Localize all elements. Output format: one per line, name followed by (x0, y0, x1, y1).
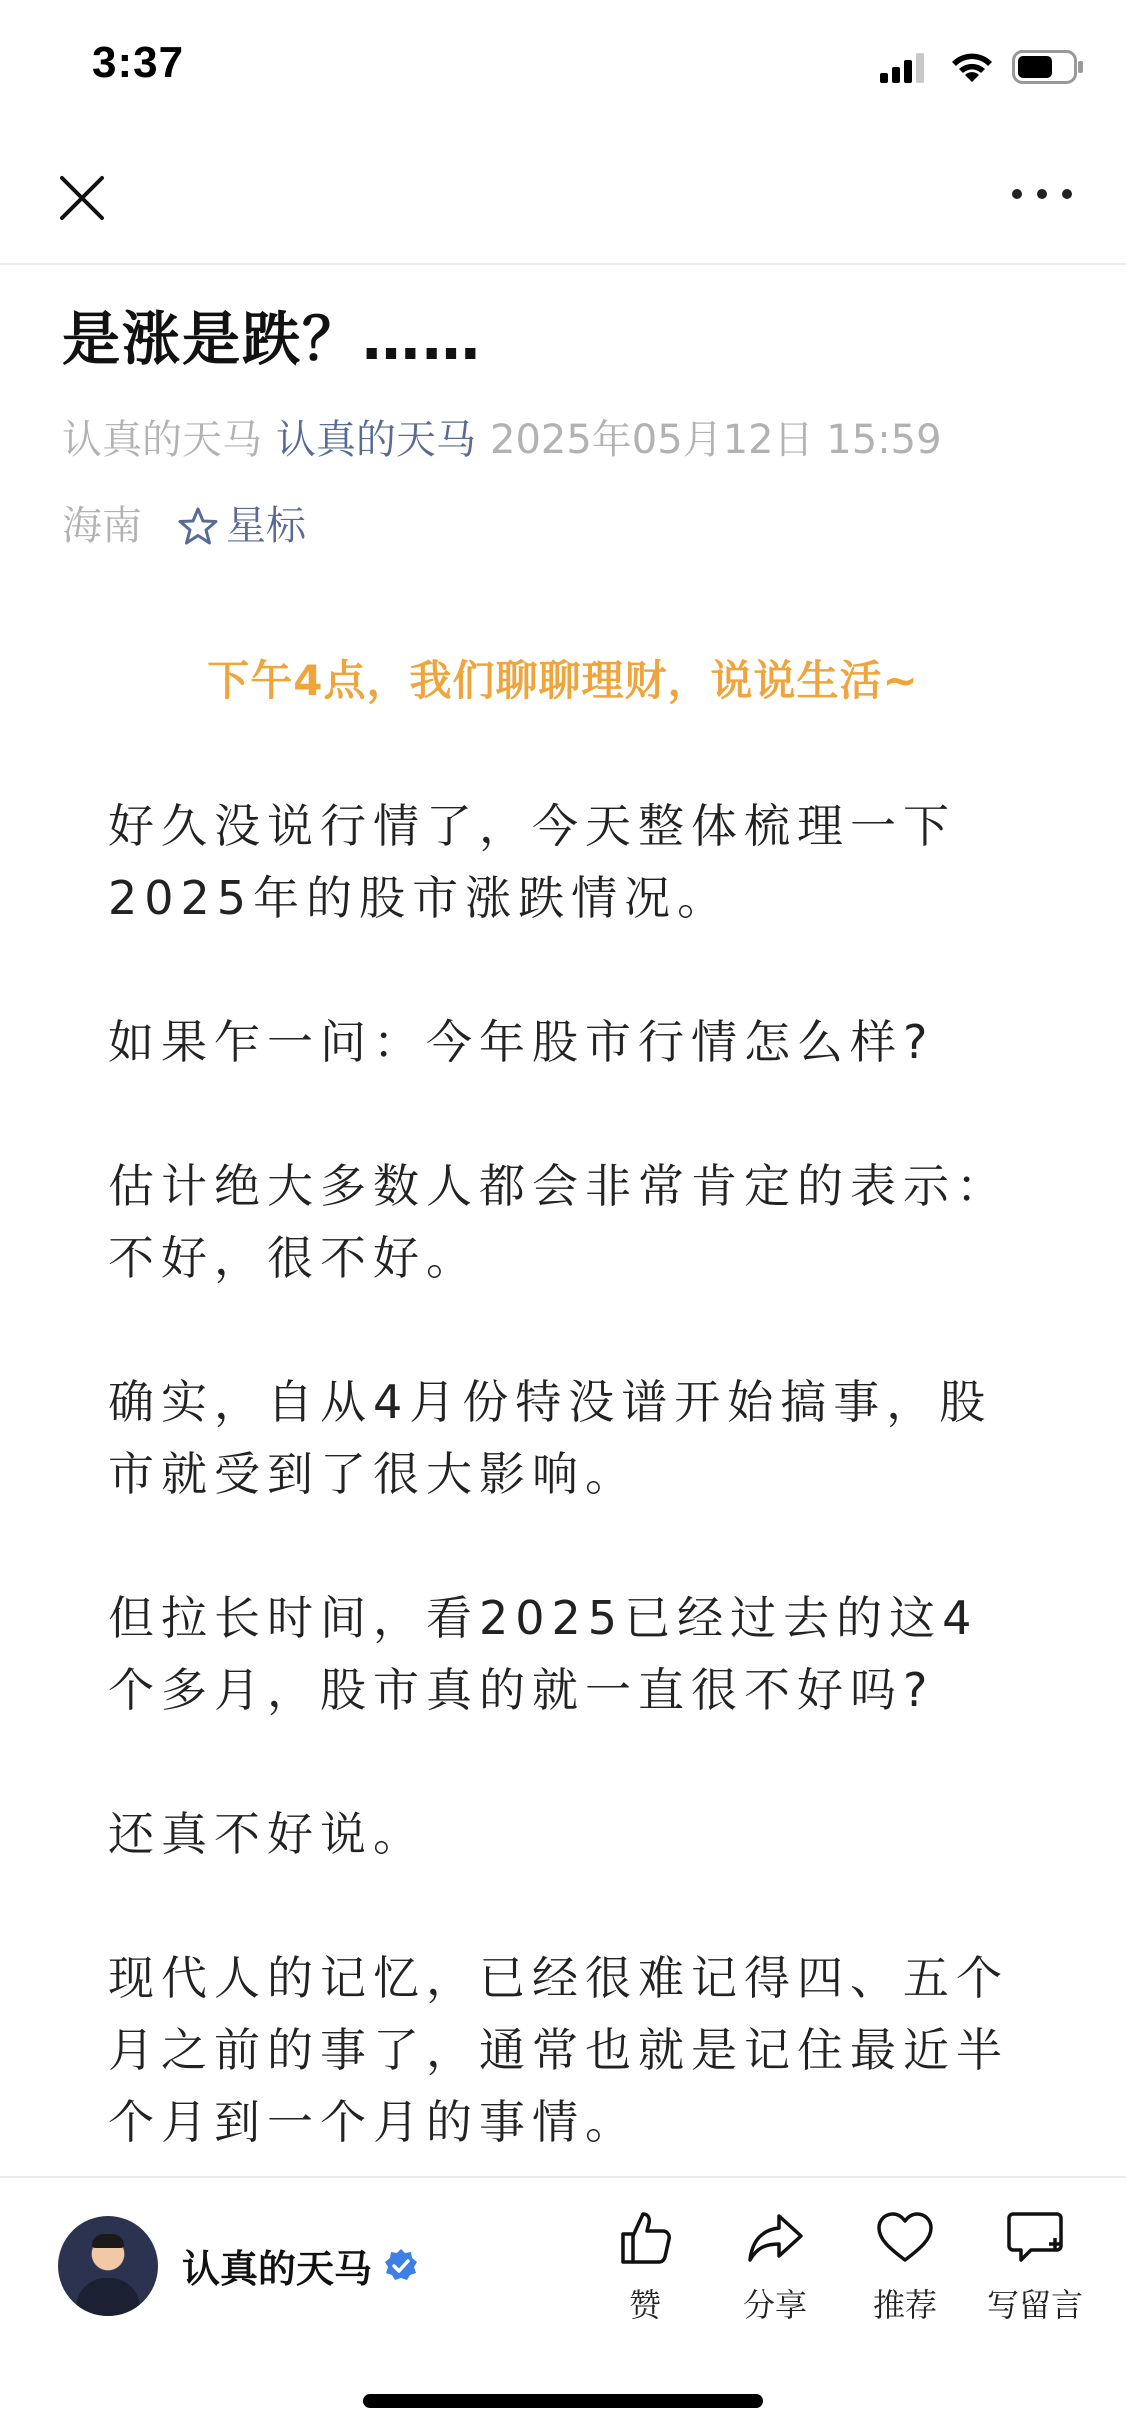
share-label: 分享 (742, 2286, 807, 2324)
heart-icon (875, 2208, 935, 2268)
paragraph: 但拉长时间，看2025已经过去的这4个多月，股市真的就一直很不好吗? (108, 1591, 979, 1717)
paragraph: 好久没说行情了，今天整体梳理一下2025年的股市涨跌情况。 (108, 799, 956, 925)
more-dot-icon (1012, 189, 1022, 199)
comment-label: 写留言 (986, 2286, 1083, 2324)
publish-date: 2025年05月12日 15:59 (490, 417, 942, 463)
recommend-label: 推荐 (872, 2286, 937, 2324)
article-meta (62, 410, 1072, 549)
author-name: 认真的天马 (182, 2247, 373, 2291)
paragraph: 如果乍一问：今年股市行情怎么样? (108, 1015, 935, 1069)
close-icon (54, 170, 110, 226)
paragraph: 还真不好说。 (108, 1807, 426, 1861)
location-label: 海南 (62, 503, 142, 549)
nav-bar (0, 140, 1126, 265)
action-bar (580, 2208, 1100, 2326)
like-label: 赞 (628, 2286, 661, 2324)
paragraph: 确实，自从4月份特没谱开始搞事，股市就受到了很大影响。 (108, 1375, 993, 1501)
share-icon (745, 2208, 805, 2268)
account-name: 认真的天马 (62, 417, 262, 463)
verified-badge-icon (382, 2247, 420, 2285)
star-button[interactable] (178, 496, 306, 556)
article-body (108, 790, 1028, 2230)
author-name-button[interactable] (182, 2238, 420, 2293)
comment-button[interactable] (970, 2208, 1100, 2326)
like-button[interactable] (580, 2208, 710, 2326)
wifi-icon (950, 50, 994, 84)
star-icon (178, 506, 218, 546)
home-indicator[interactable] (363, 2394, 763, 2408)
more-dot-icon (1062, 189, 1072, 199)
highlight-text: 下午4点，我们聊聊理财，说说生活~ (207, 656, 919, 705)
thumbs-up-icon (615, 2208, 675, 2268)
author-avatar[interactable] (58, 2216, 158, 2316)
comment-icon (1005, 2208, 1065, 2268)
signal-icon (880, 51, 932, 83)
paragraph: 现代人的记忆，已经很难记得四、五个月之前的事了，通常也就是记住最近半个月到一个月的事情。 (108, 1951, 1009, 2149)
close-button[interactable] (54, 170, 110, 226)
battery-icon (1012, 50, 1084, 84)
status-icons (880, 50, 1084, 84)
paragraph: 估计绝大多数人都会非常肯定的表示：不好，很不好。 (108, 1159, 1009, 1285)
recommend-button[interactable] (840, 2208, 970, 2326)
star-label: 星标 (226, 503, 306, 549)
more-dot-icon (1037, 189, 1047, 199)
author-link[interactable]: 认真的天马 (276, 417, 476, 463)
share-button[interactable] (710, 2208, 840, 2326)
article-title: 是涨是跌？…… (62, 305, 483, 373)
more-options-button[interactable] (1012, 174, 1072, 214)
status-time: 3:37 (92, 38, 185, 87)
status-bar (0, 0, 1126, 140)
